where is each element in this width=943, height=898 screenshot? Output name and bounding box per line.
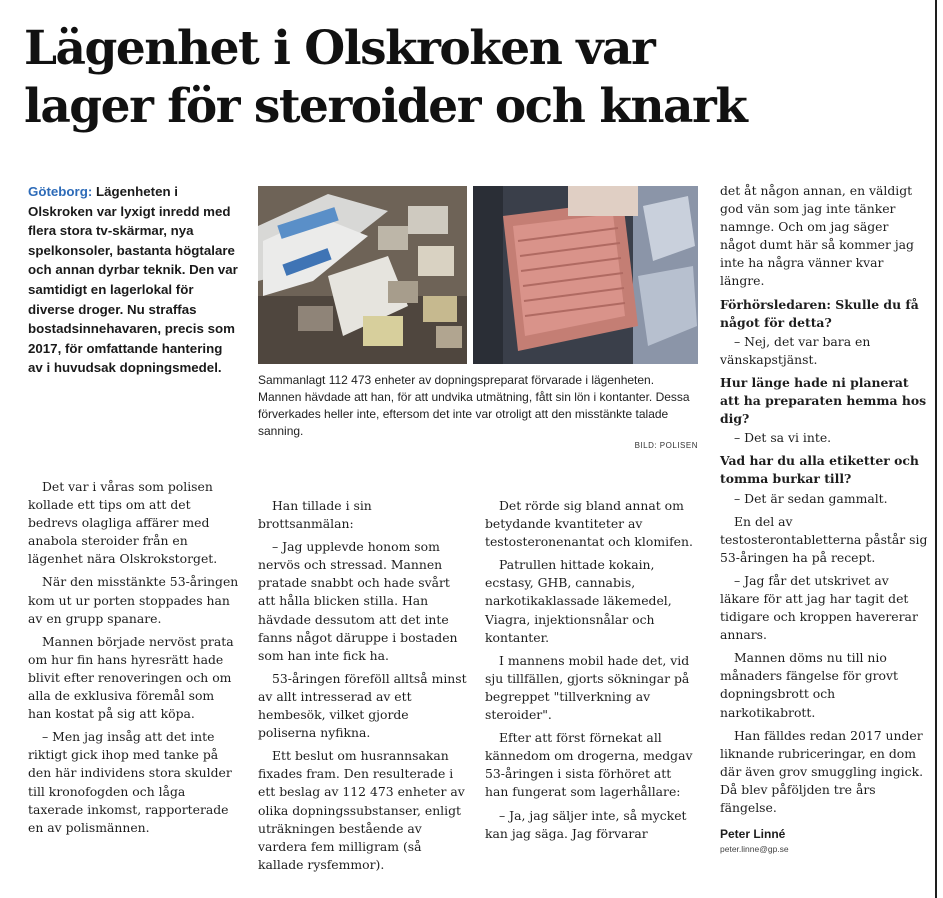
paragraph: I mannens mobil hade det, vid sju tillfällen, gjorts sökningar på begreppet "tillverkning av steroider". [485, 652, 690, 723]
author-name: Peter Linné [720, 827, 786, 842]
paragraph: – Men jag insåg att det inte riktigt gick ihop med tanke på den här individens stora skulder till kronofogden och låga taxerade inkomst, rapporterade en av polismännen. [28, 729, 232, 835]
dateline-location: Göteborg: [28, 184, 93, 199]
headline [24, 20, 924, 136]
lead-text: Lägenheten i Olskroken var lyxigt inredd med flera stora tv-skärmar, nya spelkonsoler, bastanta högtalare och annan dyrbar teknik. Den var samtidigt en lagerlokal för diverse droger. Nu straffas bostadsinnehavaren, precis som 2017, för omfattande hantering av i huvudsak dopningsmedel. [28, 184, 238, 376]
interview-question-3: Vad har du alla etiketter och tomma burkar till? [720, 453, 919, 487]
paragraph: Mannen började nervöst prata om hur fin hans hyresrätt hade blivit efter renoveringen och om alla de exklusiva föremål som han kostat på sig att köpa. [28, 633, 234, 722]
headline-line-1: Lägenhet i Olskroken var [24, 21, 655, 76]
author-email[interactable]: peter.linne@gp.se [720, 844, 789, 855]
photo-area [258, 186, 698, 364]
photo-seized-medicine-boxes [258, 186, 467, 364]
paragraph: Det rörde sig bland annat om betydande kvantiteter av testosteronenantat och klomifen. [485, 498, 693, 550]
page-edge-rule [935, 0, 937, 898]
paragraph: Han fälldes redan 2017 under liknande rubriceringar, en dom där även grov smuggling ingick. Då blev påföljden tre års fängelse. [720, 727, 924, 815]
interview-answer-1: – Nej, det var bara en vänskapstjänst. [720, 333, 871, 367]
paragraph: – Jag upplevde honom som nervös och stressad. Mannen pratade snabbt och hade svårt att hålla blicken stilla. Han hävdade dessutom att det inte fanns något däruppe i bostaden som han inte fick ha. [258, 539, 458, 663]
body-column-4 [720, 182, 928, 860]
paragraph: – Jag får det utskrivet av läkare för att jag har tagit det tidigare och kroppen havererar annars. [720, 572, 918, 643]
body-column-1 [28, 478, 240, 842]
lead-paragraph [28, 182, 240, 378]
photo-caption: Sammanlagt 112 473 enheter av dopningspreparat förvarade i lägenheten. Mannen hävdade att han, för att undvika utmätning, fått sin lön i kontanter. Dessa förverkades heller inte, eftersom det inte var otroligt att den misstänkte talade sanning. [258, 373, 690, 438]
paragraph: – Ja, jag säljer inte, så mycket kan jag säga. Jag förvarar [485, 807, 687, 841]
headline-line-2: lager för steroider och knark [24, 79, 747, 134]
interview-question-2: Hur länge hade ni planerat att ha preparaten hemma hos dig? [720, 374, 927, 427]
paragraph: När den misstänkte 53-åringen kom ut ur porten stoppades han av en grupp spanare. [28, 574, 239, 626]
paragraph: Patrullen hittade kokain, ecstasy, GHB, cannabis, narkotikaklassade läkemedel, Viagra, injektionsnålar och kontanter. [485, 557, 672, 645]
interview-answer-3: – Det är sedan gammalt. [734, 490, 888, 506]
paragraph: Efter att först förnekat all kännedom om drogerna, medgav 53-åringen i sista förhöret att han fungerat som lagerhållare: [485, 730, 693, 800]
paragraph: det åt någon annan, en väldigt god vän som jag inte tänker namnge. Och om jag säger något dumt här så kommer jag inte ha några vänner kvar längre. [720, 183, 914, 289]
photo-credit: BILD: POLISEN [634, 441, 698, 450]
paragraph: Mannen döms nu till nio månaders fängelse för grovt dopningsbrott och narkotikabrott. [720, 650, 899, 720]
photo-seized-cash [473, 186, 698, 364]
paragraph: Han tillade i sin brottsanmälan: [258, 498, 372, 532]
interview-question-1: Förhörsledaren: Skulle du få något för detta? [720, 296, 919, 330]
paragraph: Det var i våras som polisen kollade ett tips om att det bedrevs olagliga affärer med anabola steroider från en lägenhet nära Olskrokstorget. [28, 479, 218, 567]
interview-answer-2: – Det sa vi inte. [734, 430, 832, 446]
paragraph: En del av testosterontabletterna påstår sig 53-åringen ha på recept. [720, 513, 928, 565]
body-column-3 [485, 497, 698, 848]
body-column-2 [258, 497, 468, 879]
paragraph: 53-åringen föreföll alltså minst av allt intresserad av ett hembesök, vilket gjorde poliserna nyfikna. [258, 670, 467, 741]
paragraph: Ett beslut om husrannsakan fixades fram. Den resulterade i ett beslag av 112 473 enheter av olika dopningssubstanser, enligt uträkningen bestående av vardera fem milligram (så kallade rysfemmor). [258, 748, 465, 872]
